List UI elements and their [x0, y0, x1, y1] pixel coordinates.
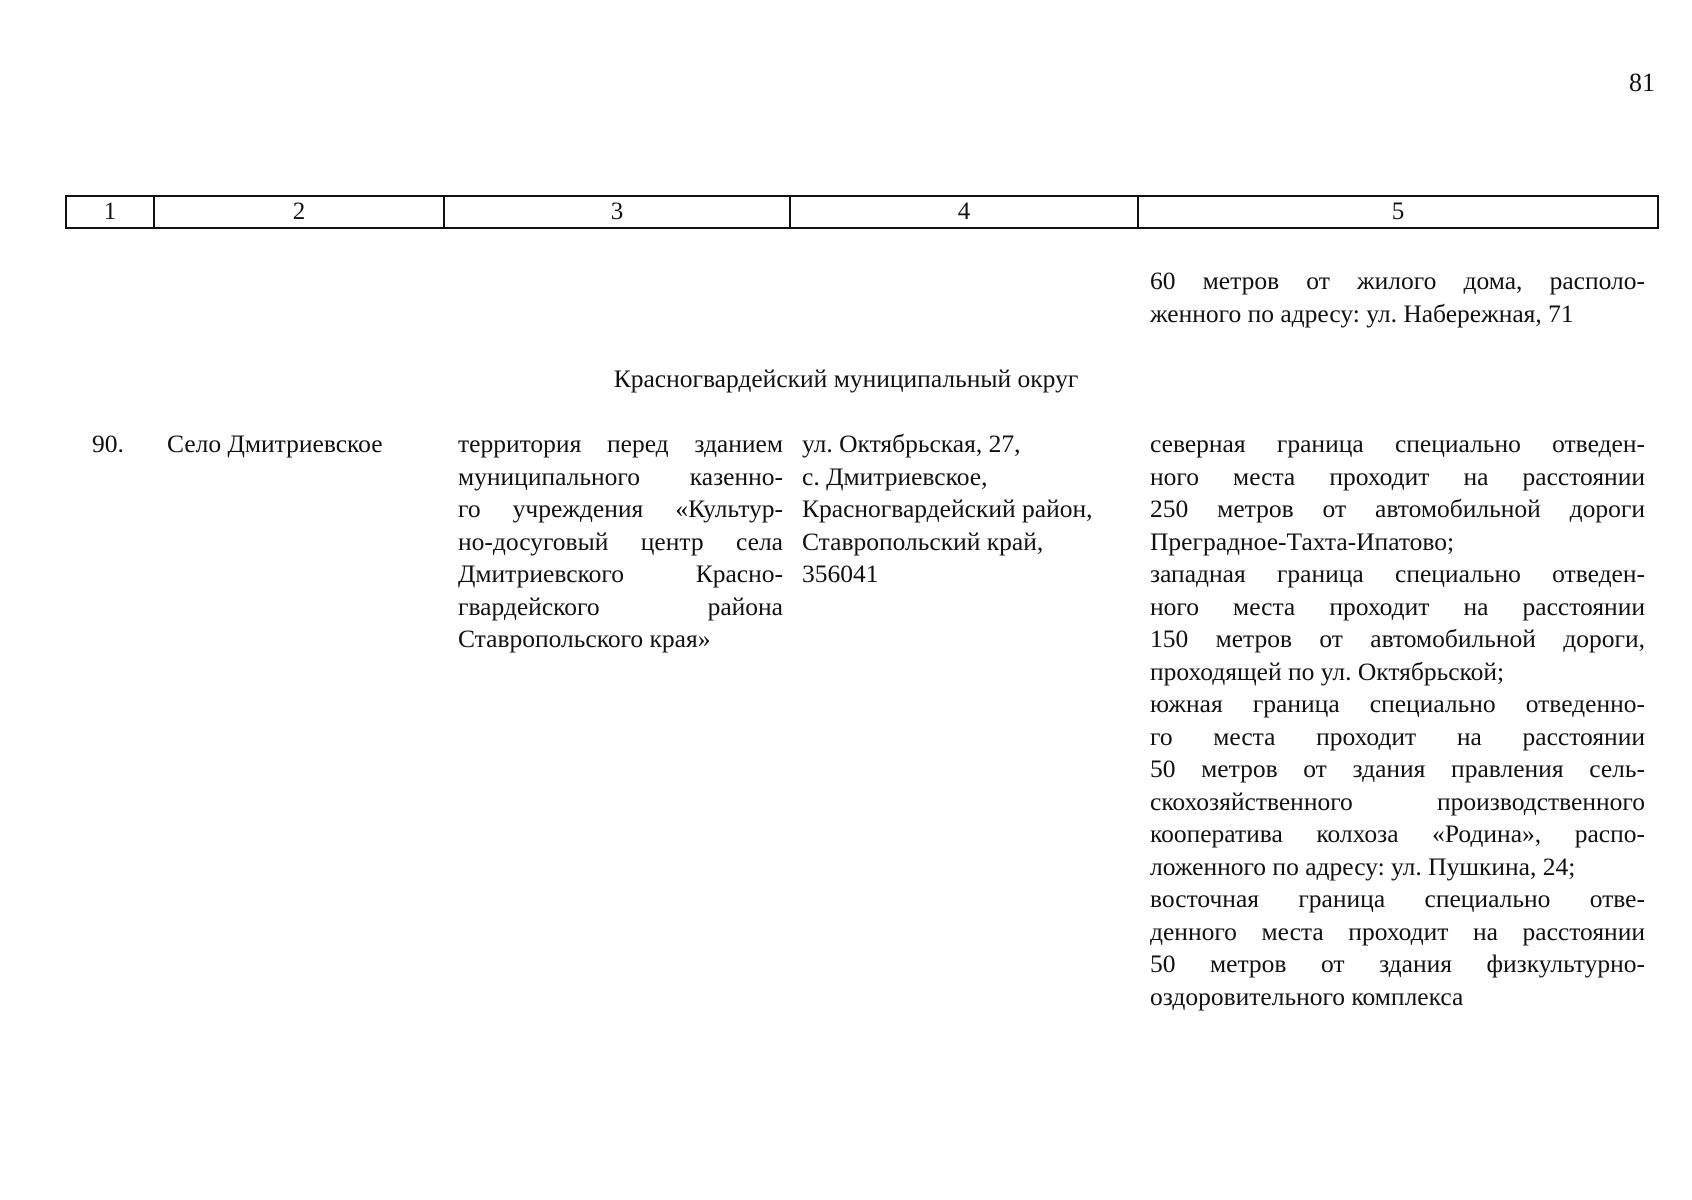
boundary-line: ного места проходит на расстоянии: [1150, 591, 1645, 621]
column-header-1: 1: [66, 196, 154, 228]
column-header-4: 4: [790, 196, 1138, 228]
boundary-line: Преградное-Тахта-Ипатово;: [1150, 526, 1455, 556]
boundary-line: восточная граница специально отве-: [1150, 884, 1645, 913]
address-line: 356041: [802, 559, 879, 588]
column-header-5: 5: [1138, 196, 1658, 228]
address-line: с. Дмитриевское,: [802, 461, 988, 491]
column-header-3: 3: [444, 196, 790, 228]
boundary-line: 50 метров от здания физкультурно-: [1150, 949, 1645, 978]
boundary-line: оздоровительного комплекса: [1150, 981, 1464, 1011]
territory-line: Ставропольского края»: [458, 624, 711, 653]
continued-line: 60 метров от жилого дома, располо-: [1150, 266, 1645, 295]
section-title: Красногвардейский муниципальный округ: [613, 364, 1079, 393]
boundary-line: 50 метров от здания правления сель-: [1150, 754, 1645, 783]
address: [802, 428, 1147, 591]
boundary-line: 250 метров от автомобильной дороги: [1150, 494, 1645, 523]
boundary-line: ного места проходит на расстоянии: [1150, 461, 1645, 491]
territory-line: но-досуговый центр села: [458, 526, 783, 556]
locality-name: Село Дмитриевское: [167, 429, 383, 458]
boundary-line: южная граница специально отведенно-: [1150, 689, 1645, 718]
address-line: Красногвардейский район,: [802, 494, 1093, 523]
page-number: 81: [1629, 68, 1655, 97]
continued-boundary-text: [1150, 265, 1645, 330]
territory-line: Дмитриевского Красно-: [458, 559, 783, 588]
boundary-description: [1150, 428, 1645, 1013]
boundary-line: ложенного по адресу: ул. Пушкина, 24;: [1150, 851, 1576, 881]
territory-line: территория перед зданием: [458, 429, 783, 458]
boundary-line: 150 метров от автомобильной дороги,: [1150, 624, 1645, 653]
territory-description: [458, 428, 783, 656]
boundary-line: проходящей по ул. Октябрьской;: [1150, 656, 1505, 686]
row-number: 90.: [92, 429, 124, 458]
territory-line: муниципального казенно-: [458, 461, 783, 491]
continued-line: женного по адресу: ул. Набережная, 71: [1150, 298, 1574, 328]
territory-line: гвардейского района: [458, 591, 783, 621]
boundary-line: западная граница специально отведен-: [1150, 559, 1645, 588]
boundary-line: скохозяйственного производственного: [1150, 786, 1645, 816]
address-line: ул. Октябрьская, 27,: [802, 429, 1021, 458]
column-header-table: [65, 195, 1659, 229]
header-row: [66, 196, 1658, 228]
boundary-line: северная граница специально отведен-: [1150, 429, 1645, 458]
boundary-line: денного места проходит на расстоянии: [1150, 916, 1645, 946]
boundary-line: го места проходит на расстоянии: [1150, 721, 1645, 751]
column-header-2: 2: [154, 196, 444, 228]
territory-line: го учреждения «Культур-: [458, 494, 783, 523]
boundary-line: кооператива колхоза «Родина», распо-: [1150, 819, 1645, 848]
address-line: Ставропольский край,: [802, 526, 1044, 556]
